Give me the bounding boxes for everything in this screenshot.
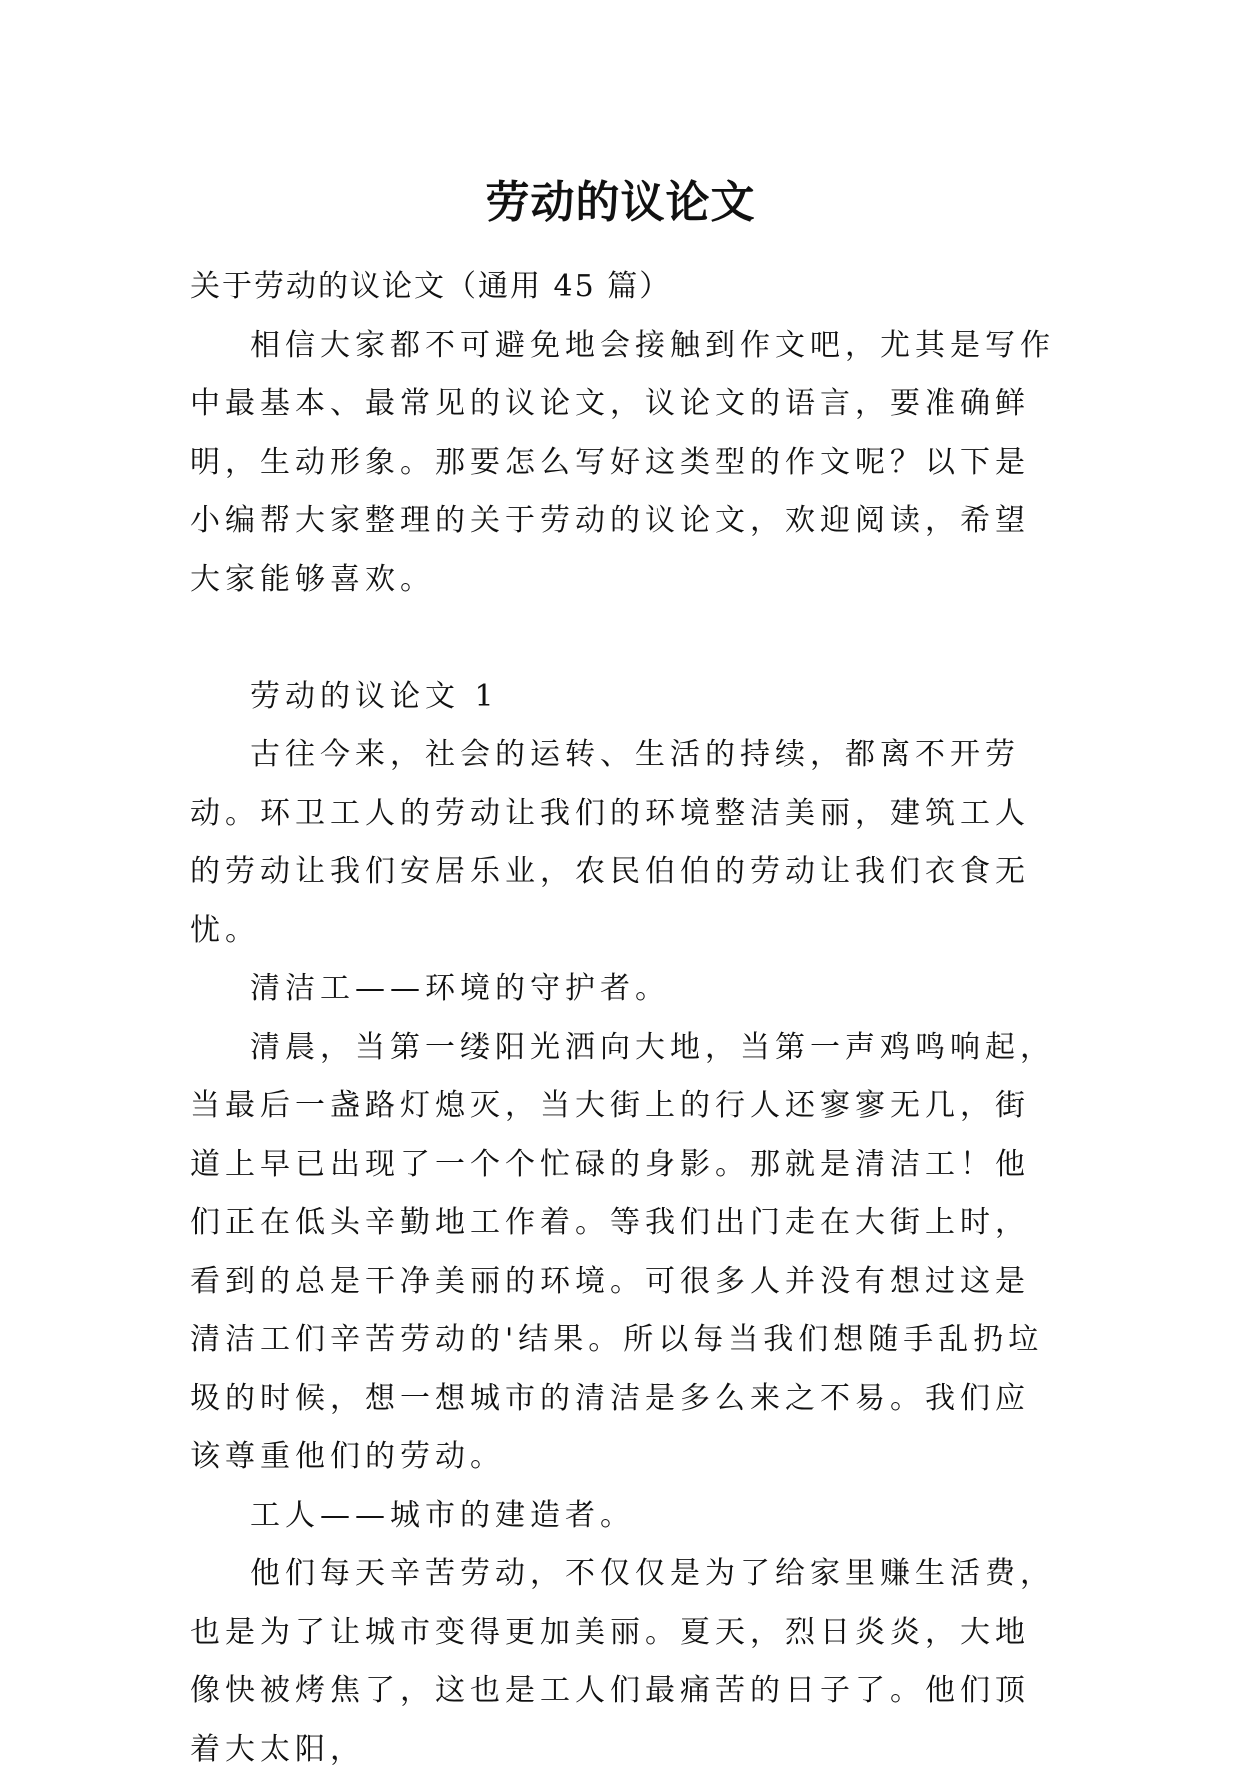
intro-paragraph: 相信大家都不可避免地会接触到作文吧，尤其是写作中最基本、最常见的议论文，议论文的语言，要准确鲜明，生动形象。那要怎么写好这类型的作文呢？以下是小编帮大家整理的关于劳动的议论文，欢迎阅读，希望大家能够喜欢。 [190,327,1055,597]
essay-paragraph-cleaners: 清晨，当第一缕阳光洒向大地，当第一声鸡鸣响起，当最后一盏路灯熄灭，当大街上的行人还寥寥无几，街道上早已出现了一个个忙碌的身影。那就是清洁工！他们正在低头辛勤地工作着。等我们出门走在大街上时，看到的总是干净美丽的环境。可很多人并没有想过这是清洁工们辛苦劳动的'结果。所以每当我们想随手乱扔垃圾的时候，想一想城市的清洁是多么来之不易。我们应该尊重他们的劳动。 [190,1029,1055,1474]
essay-paragraph-opening: 古往今来，社会的运转、生活的持续，都离不开劳动。环卫工人的劳动让我们的环境整洁美丽，建筑工人的劳动让我们安居乐业，农民伯伯的劳动让我们衣食无忧。 [190,737,1030,948]
document-body [190,258,1060,1779]
document-subtitle: 关于劳动的议论文（通用 45 篇） [190,269,672,304]
section-heading-cleaners: 清洁工——环境的守护者。 [250,971,670,1006]
essay-heading: 劳动的议论文 1 [250,678,499,714]
section-heading-workers: 工人——城市的建造者。 [250,1497,635,1533]
essay-paragraph-workers: 他们每天辛苦劳动，不仅仅是为了给家里赚生活费，也是为了让城市变得更加美丽。夏天，烈日炎炎，大地像快被烤焦了，这也是工人们最痛苦的日子了。他们顶着大太阳， [190,1556,1055,1767]
document-title: 劳动的议论文 [485,177,756,229]
section-gap [190,609,1060,668]
